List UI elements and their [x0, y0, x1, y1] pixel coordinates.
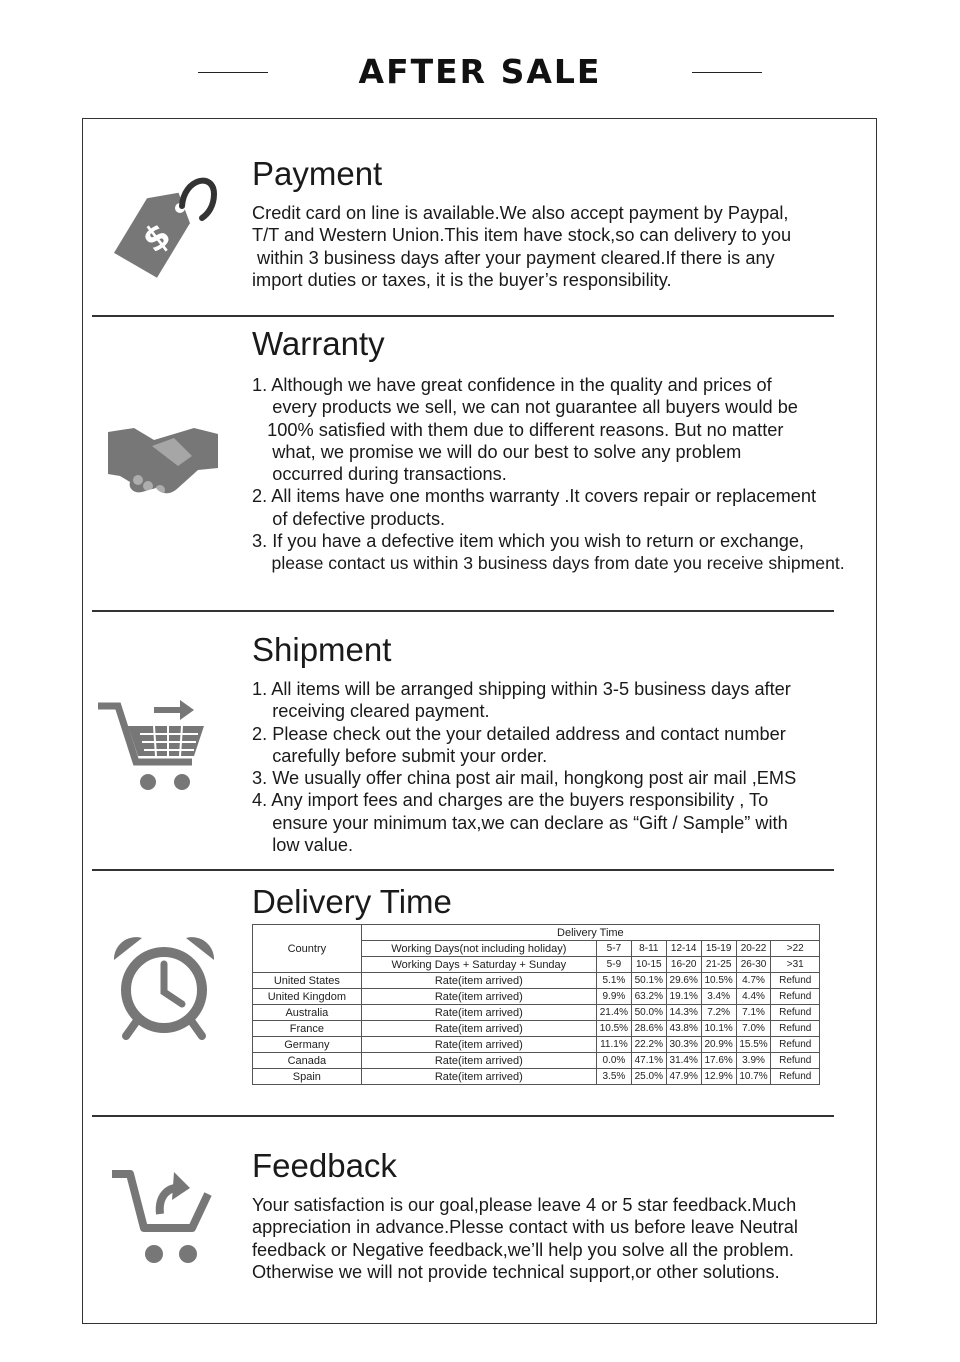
- warranty-line: every products we sell, we can not guarantee all buyers would be: [252, 397, 798, 418]
- table-cell: 63.2%: [631, 989, 666, 1005]
- country-cell: United States: [253, 973, 362, 989]
- payment-line: Credit card on line is available.We also accept payment by Paypal,: [252, 203, 789, 223]
- table-cell: 25.0%: [631, 1069, 666, 1085]
- payment-title: Payment: [252, 155, 383, 192]
- alarm-clock-icon: [112, 934, 216, 1045]
- table-row: [253, 1053, 820, 1069]
- shipment-title: Shipment: [252, 631, 392, 668]
- feedback-line: appreciation in advance.Plesse contact with us before leave Neutral: [252, 1217, 798, 1238]
- table-cell: 21.4%: [596, 1005, 631, 1021]
- table-cell: 30.3%: [666, 1037, 701, 1053]
- row1-label: Working Days(not including holiday): [361, 941, 596, 957]
- title-right-rule: [692, 72, 762, 73]
- table-cell: 10-15: [631, 957, 666, 973]
- table-cell: 17.6%: [701, 1053, 736, 1069]
- table-cell: 19.1%: [666, 989, 701, 1005]
- shipment-line: 1. All items will be arranged shipping within 3-5 business days after: [252, 679, 791, 699]
- table-cell: 3.5%: [596, 1069, 631, 1085]
- table-cell: 28.6%: [631, 1021, 666, 1037]
- feedback-line: feedback or Negative feedback,we’ll help you solve all the problem.: [252, 1239, 794, 1260]
- table-cell: 5-7: [596, 941, 631, 957]
- warranty-line: 100% satisfied with them due to different reasons. But no matter: [252, 419, 784, 440]
- rate-label: Rate(item arrived): [361, 989, 596, 1005]
- table-cell: 7.2%: [701, 1005, 736, 1021]
- country-cell: Spain: [253, 1069, 362, 1085]
- warranty-line: 1. Although we have great confidence in the quality and prices of: [252, 375, 772, 395]
- country-cell: United Kingdom: [253, 989, 362, 1005]
- table-cell: 20-22: [736, 941, 771, 957]
- table-caption: Delivery Time: [361, 925, 819, 941]
- table-cell: 22.2%: [631, 1037, 666, 1053]
- table-row: [253, 925, 820, 941]
- table-row: [253, 1037, 820, 1053]
- table-cell: 31.4%: [666, 1053, 701, 1069]
- table-row: [253, 1005, 820, 1021]
- table-row: [253, 1021, 820, 1037]
- table-cell: 12-14: [666, 941, 701, 957]
- table-cell: 47.9%: [666, 1069, 701, 1085]
- feedback-line: Otherwise we will not provide technical support,or other solutions.: [252, 1261, 780, 1282]
- header: [0, 52, 960, 92]
- warranty-line: occurred during transactions.: [252, 464, 507, 485]
- table-cell: 5-9: [596, 957, 631, 973]
- table-cell: 4.4%: [736, 989, 771, 1005]
- table-cell: 3.4%: [701, 989, 736, 1005]
- table-cell: 20.9%: [701, 1037, 736, 1053]
- table-cell: Refund: [771, 1069, 820, 1085]
- table-cell: Refund: [771, 1037, 820, 1053]
- table-cell: 0.0%: [596, 1053, 631, 1069]
- shipment-line: 4. Any import fees and charges are the buyers responsibility , To: [252, 790, 769, 811]
- table-cell: 8-11: [631, 941, 666, 957]
- shipment-text: [252, 678, 796, 856]
- warranty-line: please contact us within 3 business days from date you receive shipment.: [252, 553, 845, 574]
- table-cell: 9.9%: [596, 989, 631, 1005]
- svg-text:$: $: [135, 215, 179, 262]
- table-cell: 5.1%: [596, 973, 631, 989]
- price-tag-dollar-icon: [104, 168, 222, 285]
- table-row: [253, 1069, 820, 1085]
- warranty-line: of defective products.: [252, 508, 446, 529]
- table-cell: 26-30: [736, 957, 771, 973]
- table-cell: Refund: [771, 973, 820, 989]
- table-cell: 10.7%: [736, 1069, 771, 1085]
- country-cell: Germany: [253, 1037, 362, 1053]
- table-cell: 4.7%: [736, 973, 771, 989]
- table-cell: 43.8%: [666, 1021, 701, 1037]
- shipment-line: 2. Please check out the your detailed address and contact number: [252, 723, 786, 744]
- handshake-icon: [108, 422, 220, 509]
- section-divider: [92, 1115, 834, 1117]
- shopping-cart-arrow-icon: [98, 698, 208, 799]
- country-header: Country: [253, 925, 362, 973]
- warranty-title: Warranty: [252, 325, 385, 362]
- table-cell: Refund: [771, 1053, 820, 1069]
- table-cell: 3.9%: [736, 1053, 771, 1069]
- page-title: AFTER SALE: [358, 52, 602, 91]
- table-cell: 14.3%: [666, 1005, 701, 1021]
- payment-line: import duties or taxes, it is the buyer’s responsibility.: [252, 269, 672, 290]
- table-cell: 29.6%: [666, 973, 701, 989]
- table-cell: 7.0%: [736, 1021, 771, 1037]
- shipment-line: receiving cleared payment.: [252, 701, 490, 722]
- table-cell: 50.1%: [631, 973, 666, 989]
- row2-label: Working Days + Saturday + Sunday: [361, 957, 596, 973]
- table-cell: 10.1%: [701, 1021, 736, 1037]
- table-cell: 10.5%: [596, 1021, 631, 1037]
- warranty-line: what, we promise we will do our best to solve any problem: [252, 441, 742, 462]
- table-cell: >31: [771, 957, 820, 973]
- delivery-time-table: [252, 924, 820, 1085]
- rate-label: Rate(item arrived): [361, 1021, 596, 1037]
- shipment-line: ensure your minimum tax,we can declare as “Gift / Sample” with: [252, 812, 788, 833]
- table-cell: Refund: [771, 989, 820, 1005]
- feedback-title: Feedback: [252, 1147, 397, 1184]
- shipment-line: carefully before submit your order.: [252, 745, 548, 766]
- feedback-text: [252, 1194, 798, 1283]
- table-cell: 7.1%: [736, 1005, 771, 1021]
- table-cell: 16-20: [666, 957, 701, 973]
- rate-label: Rate(item arrived): [361, 1005, 596, 1021]
- table-cell: >22: [771, 941, 820, 957]
- table-cell: 15-19: [701, 941, 736, 957]
- feedback-line: Your satisfaction is our goal,please leave 4 or 5 star feedback.Much: [252, 1195, 797, 1215]
- payment-line: within 3 business days after your payment cleared.If there is any: [252, 247, 775, 268]
- rate-label: Rate(item arrived): [361, 1037, 596, 1053]
- table-cell: 47.1%: [631, 1053, 666, 1069]
- section-divider: [92, 315, 834, 317]
- cart-return-icon: [110, 1164, 216, 1275]
- table-cell: 10.5%: [701, 973, 736, 989]
- shipment-line: 3. We usually offer china post air mail, hongkong post air mail ,EMS: [252, 768, 797, 789]
- warranty-line: 3. If you have a defective item which you wish to return or exchange,: [252, 531, 804, 552]
- table-cell: 50.0%: [631, 1005, 666, 1021]
- table-row: [253, 973, 820, 989]
- table-cell: Refund: [771, 1005, 820, 1021]
- country-cell: France: [253, 1021, 362, 1037]
- table-cell: 11.1%: [596, 1037, 631, 1053]
- table-cell: 12.9%: [701, 1069, 736, 1085]
- section-divider: [92, 610, 834, 612]
- warranty-line: 2. All items have one months warranty .It covers repair or replacement: [252, 486, 817, 507]
- payment-line: T/T and Western Union.This item have stock,so can delivery to you: [252, 225, 792, 246]
- table-cell: Refund: [771, 1021, 820, 1037]
- rate-label: Rate(item arrived): [361, 1069, 596, 1085]
- table-cell: 21-25: [701, 957, 736, 973]
- table-cell: 15.5%: [736, 1037, 771, 1053]
- shipment-line: low value.: [252, 835, 354, 856]
- warranty-text: [252, 374, 845, 575]
- rate-label: Rate(item arrived): [361, 1053, 596, 1069]
- payment-text: [252, 202, 791, 291]
- rate-label: Rate(item arrived): [361, 973, 596, 989]
- section-divider: [92, 869, 834, 871]
- table-row: [253, 989, 820, 1005]
- country-cell: Australia: [253, 1005, 362, 1021]
- country-cell: Canada: [253, 1053, 362, 1069]
- delivery-title: Delivery Time: [252, 883, 452, 920]
